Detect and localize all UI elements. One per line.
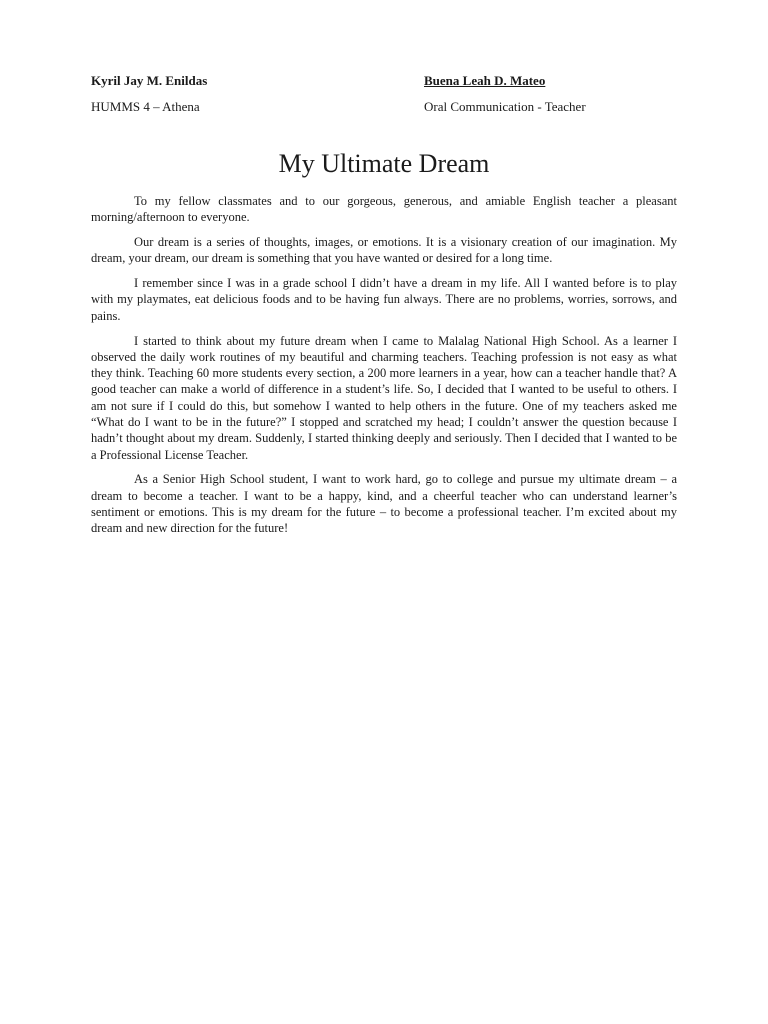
document-title: My Ultimate Dream bbox=[278, 149, 490, 178]
paragraph-4: I started to think about my future dream when I came to Malalag National High School. As a learner I observed the daily work routines of my beautiful and charming teachers. Teaching profession is not easy as what they think. Teaching 60 more students every section, a 200 more learners in a year, how can a teacher handle that? A good teacher can make a world of difference in a student’s life. So, I decided that I wanted to be useful to others. I am not sure if I could do this, but somehow I wanted to help others in the future. One of my teachers asked me “What do I want to be in the future?” I stopped and scratched my head; I couldn’t answer the question because I hadn’t thought about my dream. Suddenly, I started thinking deeply and seriously. Then I decided that I wanted to be a Professional License Teacher. bbox=[91, 333, 677, 462]
subject-label: Oral Communication - Teacher bbox=[424, 99, 586, 114]
student-name: Kyril Jay M. Enildas bbox=[91, 73, 208, 88]
paragraph-1: To my fellow classmates and to our gorgeous, generous, and amiable English teacher a pleasant morning/afternoon to everyone. bbox=[91, 194, 677, 225]
paragraph-5: As a Senior High School student, I want to work hard, go to college and pursue my ultimate dream – a dream to become a teacher. I want to be a happy, kind, and a cheerful teacher who can understand learner’s sentiment or emotions. This is my dream for the future – to become a professional teacher. I’m excited about my dream and new direction for the future! bbox=[91, 472, 677, 536]
teacher-name: Buena Leah D. Mateo bbox=[424, 73, 546, 88]
document-body bbox=[91, 193, 677, 545]
section-label: HUMMS 4 – Athena bbox=[91, 99, 200, 114]
paragraph-3: I remember since I was in a grade school I didn’t have a dream in my life. All I wanted before is to play with my playmates, eat delicious foods and to be having fun always. There are no problems, worries, sorrows, and pains. bbox=[91, 276, 677, 323]
paragraph-2: Our dream is a series of thoughts, images, or emotions. It is a visionary creation of our imagination. My dream, your dream, our dream is something that you have wanted or desired for a long time. bbox=[91, 235, 677, 266]
